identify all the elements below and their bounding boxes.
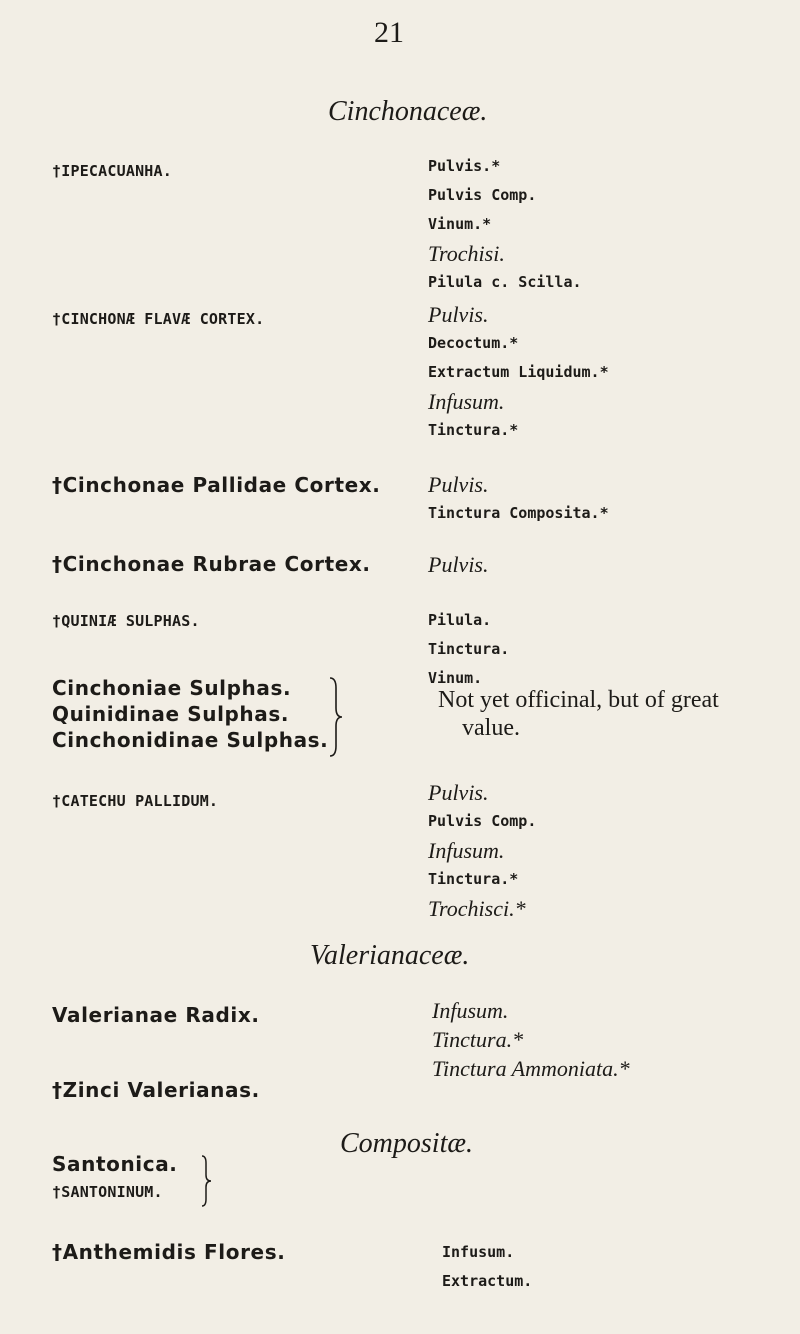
drug-cinchoniae: Cinchoniae Sulphas. — [52, 676, 292, 700]
right-brace-santonica — [200, 1154, 214, 1208]
prep-item: Infusum. — [442, 1243, 515, 1261]
prep-item: Pulvis. — [428, 472, 489, 497]
drug-cinchonidinae: Cinchonidinae Sulphas. — [52, 728, 329, 752]
prep-item: Tinctura.* — [428, 870, 519, 888]
drug-santonica: Santonica. — [52, 1152, 178, 1176]
section-heading-cinchonaceae: Cinchonaceæ. — [328, 96, 488, 127]
note-not-officinal-line2: value. — [462, 715, 520, 741]
prep-item: Pulvis Comp. — [428, 812, 537, 830]
drug-quinidinae: Quinidinae Sulphas. — [52, 702, 290, 726]
preparations-cinchonae-flavae — [428, 300, 609, 445]
right-brace-alkaloids — [327, 676, 347, 758]
prep-item: Decoctum.* — [428, 334, 519, 352]
prep-item: Infusum. — [428, 838, 505, 863]
prep-item: Extractum. — [442, 1272, 533, 1290]
prep-item: Pilula c. Scilla. — [428, 273, 582, 291]
drug-quiniae: †QUINIÆ SULPHAS. — [52, 612, 200, 630]
page-number: 21 — [374, 16, 404, 49]
prep-item: Pulvis. — [428, 552, 489, 577]
preparations-anthemidis — [442, 1238, 532, 1296]
drug-cinchonae-flavae: †CINCHONÆ FLAVÆ CORTEX. — [52, 310, 265, 328]
prep-item: Vinum.* — [428, 215, 492, 233]
section-heading-valerianaceae: Valerianaceæ. — [310, 940, 470, 971]
prep-item: Pilula. — [428, 611, 492, 629]
drug-cinchonae-pallidae: †Cinchonae Pallidae Cortex. — [52, 473, 381, 497]
prep-item: Vinum. — [428, 669, 483, 687]
prep-item: Pulvis Comp. — [428, 186, 537, 204]
prep-item: Tinctura. — [428, 640, 510, 658]
preparations-valerianae — [432, 996, 630, 1083]
prep-item: Tinctura.* — [432, 1027, 524, 1052]
prep-item: Trochisi. — [428, 241, 505, 266]
prep-item: Tinctura Ammoniata.* — [432, 1056, 630, 1081]
drug-valerianae: Valerianae Radix. — [52, 1003, 260, 1027]
prep-item: Tinctura Composita.* — [428, 504, 609, 522]
preparations-quiniae — [428, 606, 509, 693]
drug-anthemidis: †Anthemidis Flores. — [52, 1240, 286, 1264]
prep-item: Extractum Liquidum.* — [428, 363, 609, 381]
preparations-cinchonae-pallidae — [428, 470, 609, 528]
prep-item: Trochisci.* — [428, 896, 526, 921]
prep-item: Pulvis. — [428, 780, 489, 805]
prep-item: Pulvis. — [428, 302, 489, 327]
preparations-ipecacuanha — [428, 152, 582, 297]
prep-item: Tinctura.* — [428, 421, 519, 439]
prep-item: Pulvis.* — [428, 157, 501, 175]
drug-catechu: †CATECHU PALLIDUM. — [52, 792, 219, 810]
drug-santoninum: †SANTONINUM. — [52, 1183, 163, 1201]
drug-ipecacuanha: †IPECACUANHA. — [52, 162, 172, 180]
preparations-cinchonae-rubrae — [428, 550, 489, 579]
prep-item: Infusum. — [428, 389, 505, 414]
prep-item: Infusum. — [432, 998, 509, 1023]
section-heading-compositae: Compositæ. — [340, 1128, 474, 1159]
drug-cinchonae-rubrae: †Cinchonae Rubrae Cortex. — [52, 552, 371, 576]
note-not-officinal-line1: Not yet officinal, but of great — [438, 687, 719, 713]
drug-zinci-valerianas: †Zinci Valerianas. — [52, 1078, 260, 1102]
preparations-catechu — [428, 778, 536, 923]
